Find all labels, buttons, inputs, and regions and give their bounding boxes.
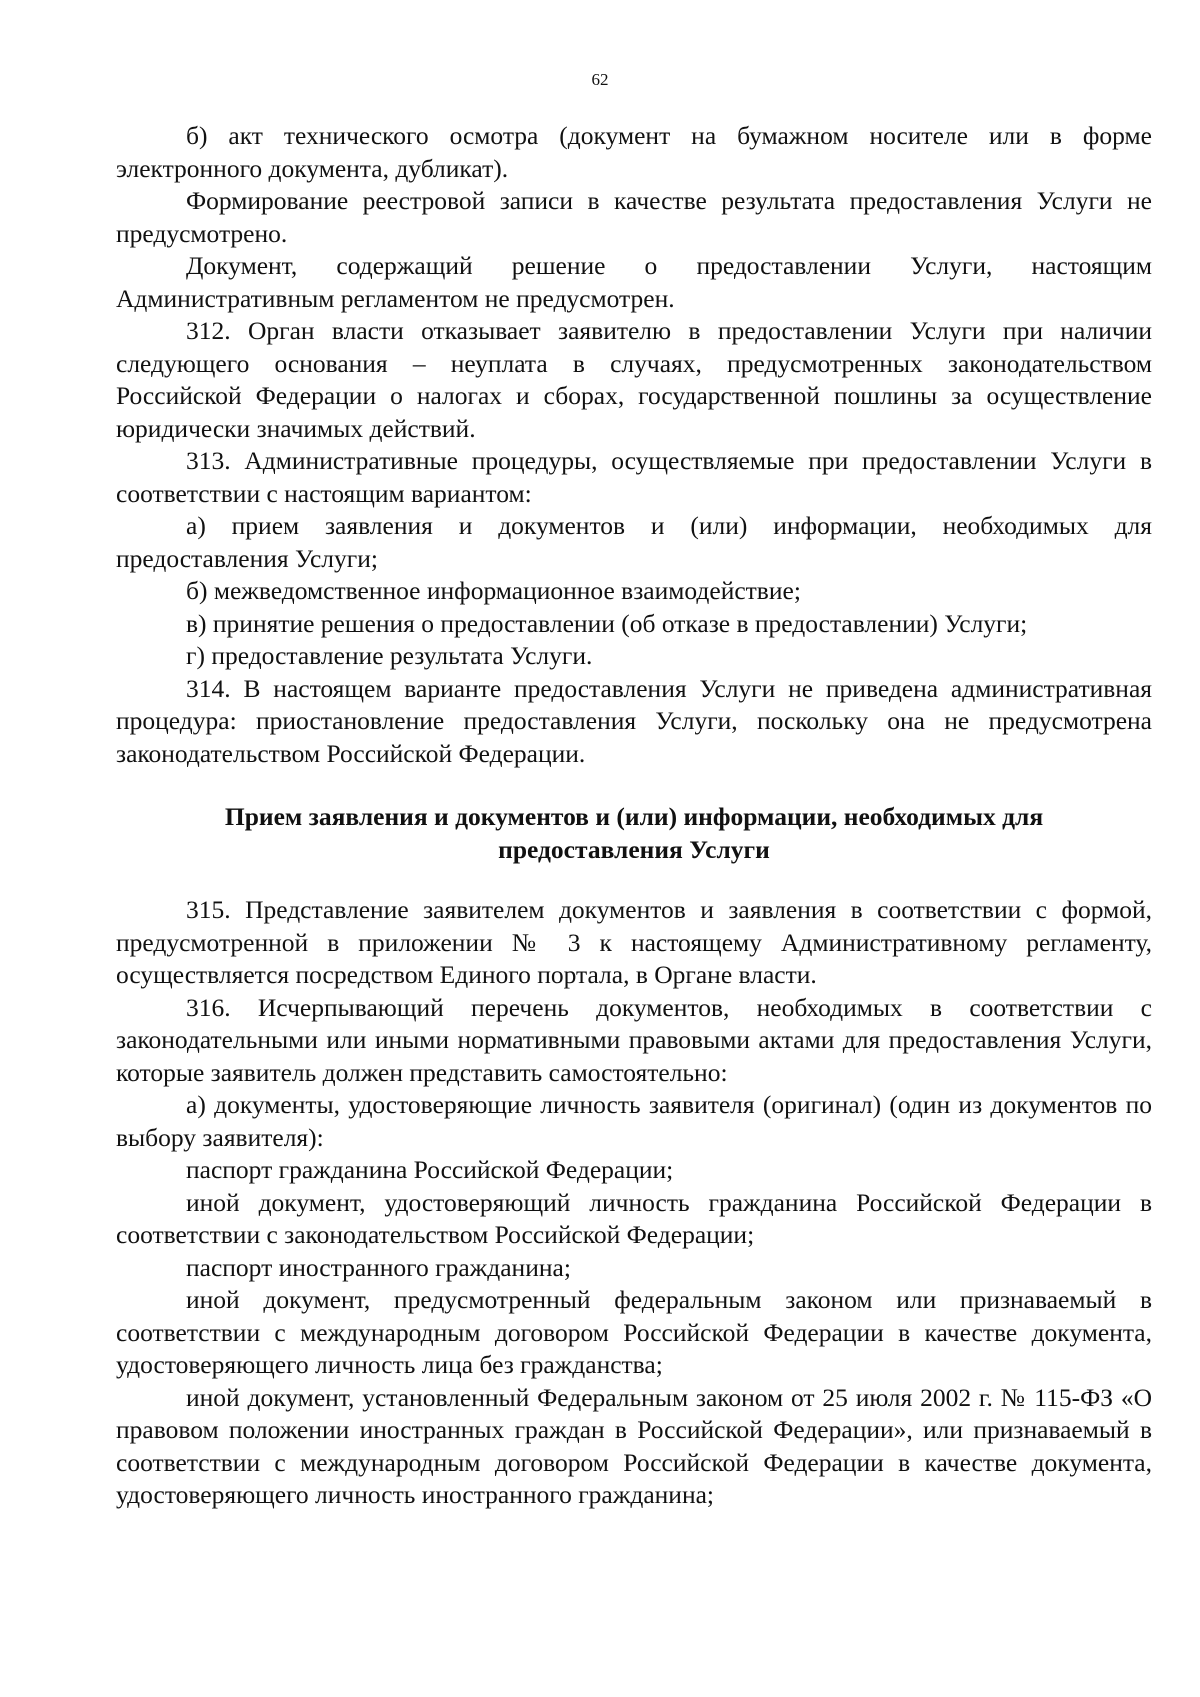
- paragraph: 312. Орган власти отказывает заявителю в предоставлении Услуги при наличии следующего основания – неуплата в случаях, предусмотренных законодательством Российской Федерации о налогах и сборах, государственной пошлины за осуществление юридически значимых действий.: [116, 316, 1152, 443]
- document-body: [116, 120, 1152, 1512]
- list-item: а) прием заявления и документов и (или) информации, необходимых для предоставления Услуги;: [116, 511, 1152, 573]
- paragraph: Документ, содержащий решение о предоставлении Услуги, настоящим Административным регламентом не предусмотрен.: [116, 251, 1152, 313]
- list-item: паспорт гражданина Российской Федерации;: [186, 1155, 674, 1184]
- list-item: паспорт иностранного гражданина;: [186, 1252, 571, 1282]
- list-item: в) принятие решения о предоставлении (об отказе в предоставлении) Услуги;: [186, 608, 1028, 638]
- page-number: 62: [591, 70, 609, 89]
- list-item: а) документы, удостоверяющие личность заявителя (оригинал) (один из документов по выбору заявителя):: [116, 1090, 1152, 1152]
- paragraph: 314. В настоящем варианте предоставления Услуги не приведена административная процедура: приостановление предоставления Услуги, поскольку она не предусмотрена законодательством Российской Федерации.: [116, 673, 1152, 768]
- paragraph: 315. Представление заявителем документов и заявления в соответствии с формой, предусмотренной в приложении № 3 к настоящему Административному регламенту, осуществляется посредством Единого портала, в Органе власти.: [116, 895, 1152, 989]
- section-heading: Прием заявления и документов и (или) информации, необходимых для предоставления Услуги: [224, 802, 1044, 864]
- paragraph: 313. Административные процедуры, осуществляемые при предоставлении Услуги в соответствии с настоящим вариантом:: [116, 446, 1152, 508]
- paragraph: Формирование реестровой записи в качестве результата предоставления Услуги не предусмотрено.: [116, 186, 1152, 248]
- list-item: иной документ, предусмотренный федеральным законом или признаваемый в соответствии с международным договором Российской Федерации в качестве документа, удостоверяющего личность лица без гражданства;: [116, 1285, 1152, 1379]
- list-item: г) предоставление результата Услуги.: [186, 641, 593, 670]
- list-item: б) межведомственное информационное взаимодействие;: [186, 576, 801, 605]
- list-item: иной документ, удостоверяющий личность гражданина Российской Федерации в соответствии с законодательством Российской Федерации;: [116, 1187, 1152, 1249]
- paragraph: 316. Исчерпывающий перечень документов, необходимых в соответствии с законодательными или иными нормативными правовыми актами для предоставления Услуги, которые заявитель должен представить самостоятельно:: [116, 992, 1152, 1087]
- list-item: иной документ, установленный Федеральным законом от 25 июля 2002 г. № 115-ФЗ «О правовом положении иностранных граждан в Российской Федерации», или признаваемый в соответствии с международным договором Российской Федерации в качестве документа, удостоверяющего личность иностранного гражданина;: [116, 1382, 1152, 1509]
- paragraph: б) акт технического осмотра (документ на бумажном носителе или в форме электронного документа, дубликат).: [116, 121, 1152, 183]
